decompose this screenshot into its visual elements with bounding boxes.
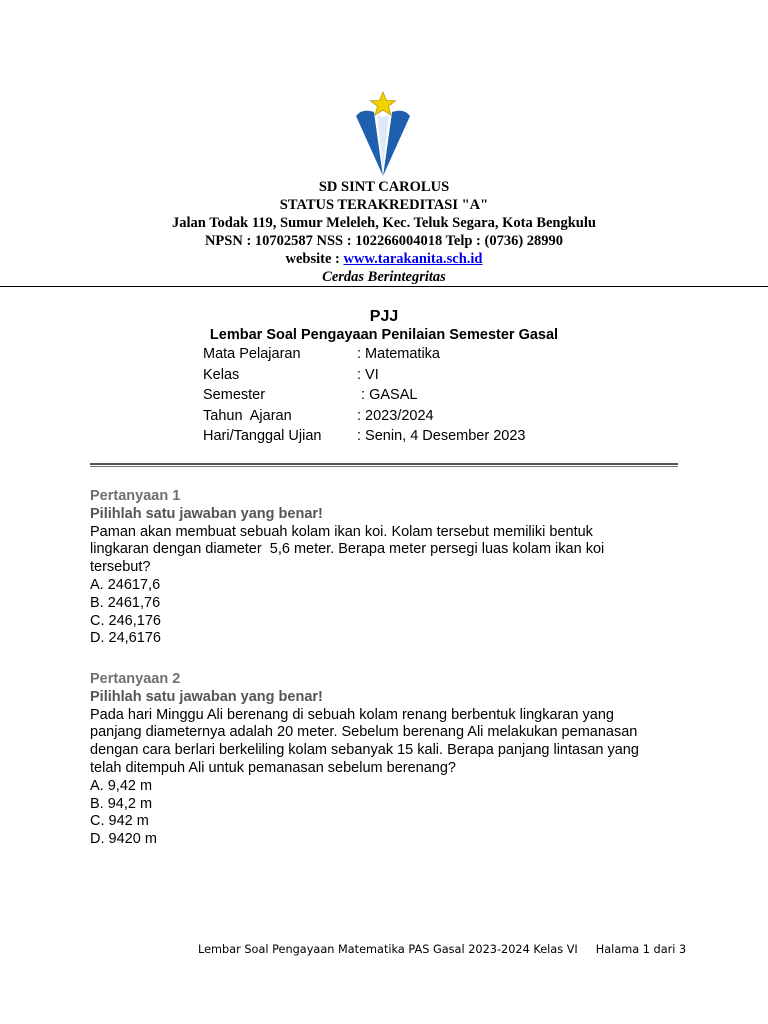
answer-option: C. 942 m: [90, 813, 149, 830]
question-block: [90, 671, 690, 849]
question-text: Paman akan membuat sebuah kolam ikan koi. Kolam tersebut memiliki bentuk: [90, 523, 593, 540]
answer-option: C. 246,176: [90, 612, 161, 629]
section-divider: [90, 463, 678, 467]
footer-document-title: Lembar Soal Pengayaan Matematika PAS Gasal 2023-2024 Kelas VI: [198, 943, 578, 956]
answer-option: B. 2461,76: [90, 594, 161, 611]
page-subtitle: Lembar Soal Pengayaan Penilaian Semester Gasal: [209, 327, 559, 343]
school-crest-icon: [352, 88, 414, 180]
letterhead: [0, 178, 768, 286]
question-instruction: Pilihlah satu jawaban yang benar!: [90, 688, 323, 705]
footer-page-number: Halama 1 dari 3: [595, 943, 687, 956]
letterhead-divider: [0, 286, 768, 287]
website-label: website :: [285, 251, 344, 267]
school-ids: NPSN : 10702587 NSS : 102266004018 Telp : (0736) 28990: [204, 233, 564, 249]
accreditation-status: STATUS TERAKREDITASI "A": [279, 197, 489, 213]
answer-option: D. 9420 m: [90, 831, 157, 848]
question-block: [90, 488, 690, 648]
answer-option: A. 24617,6: [90, 576, 161, 593]
page-footer: [198, 943, 686, 956]
answer-option: D. 24,6176: [90, 630, 161, 647]
question-instruction: Pilihlah satu jawaban yang benar!: [90, 505, 323, 522]
info-label: Kelas: [203, 366, 240, 383]
school-name: SD SINT CAROLUS: [318, 179, 450, 195]
info-value: : GASAL: [357, 387, 418, 403]
info-value: : Matematika: [357, 346, 440, 362]
info-value: : VI: [357, 366, 379, 383]
info-label: Hari/Tanggal Ujian: [203, 428, 322, 444]
info-label: Mata Pelajaran: [203, 346, 301, 362]
question-text: telah ditempuh Ali untuk pemanasan sebelum berenang?: [90, 759, 456, 776]
question-title: Pertanyaan 1: [90, 488, 181, 504]
website-line: [0, 250, 768, 268]
info-value: : 2023/2024: [357, 407, 434, 424]
question-title: Pertanyaan 2: [90, 671, 181, 687]
page-title: PJJ: [369, 308, 399, 325]
question-text: dengan cara berlari berkeliling kolam sebanyak 15 kali. Berapa panjang lintasan yang: [90, 742, 639, 759]
answer-option: A. 9,42 m: [90, 777, 153, 794]
question-text: Pada hari Minggu Ali berenang di sebuah kolam renang berbentuk lingkaran yang: [90, 706, 614, 723]
school-motto: Cerdas Berintegritas: [322, 269, 446, 285]
answer-option: B. 94,2 m: [90, 795, 153, 812]
question-text: tersebut?: [90, 559, 151, 576]
info-value: : Senin, 4 Desember 2023: [357, 428, 526, 444]
question-text: lingkaran dengan diameter 5,6 meter. Berapa meter persegi luas kolam ikan koi: [90, 541, 605, 558]
info-label: Tahun Ajaran: [203, 407, 292, 424]
info-label: Semester: [203, 387, 266, 403]
school-address: Jalan Todak 119, Sumur Meleleh, Kec. Teluk Segara, Kota Bengkulu: [172, 215, 596, 231]
website-link[interactable]: www.tarakanita.sch.id: [343, 251, 483, 267]
question-text: panjang diameternya adalah 20 meter. Sebelum berenang Ali melakukan pemanasan: [90, 724, 638, 741]
